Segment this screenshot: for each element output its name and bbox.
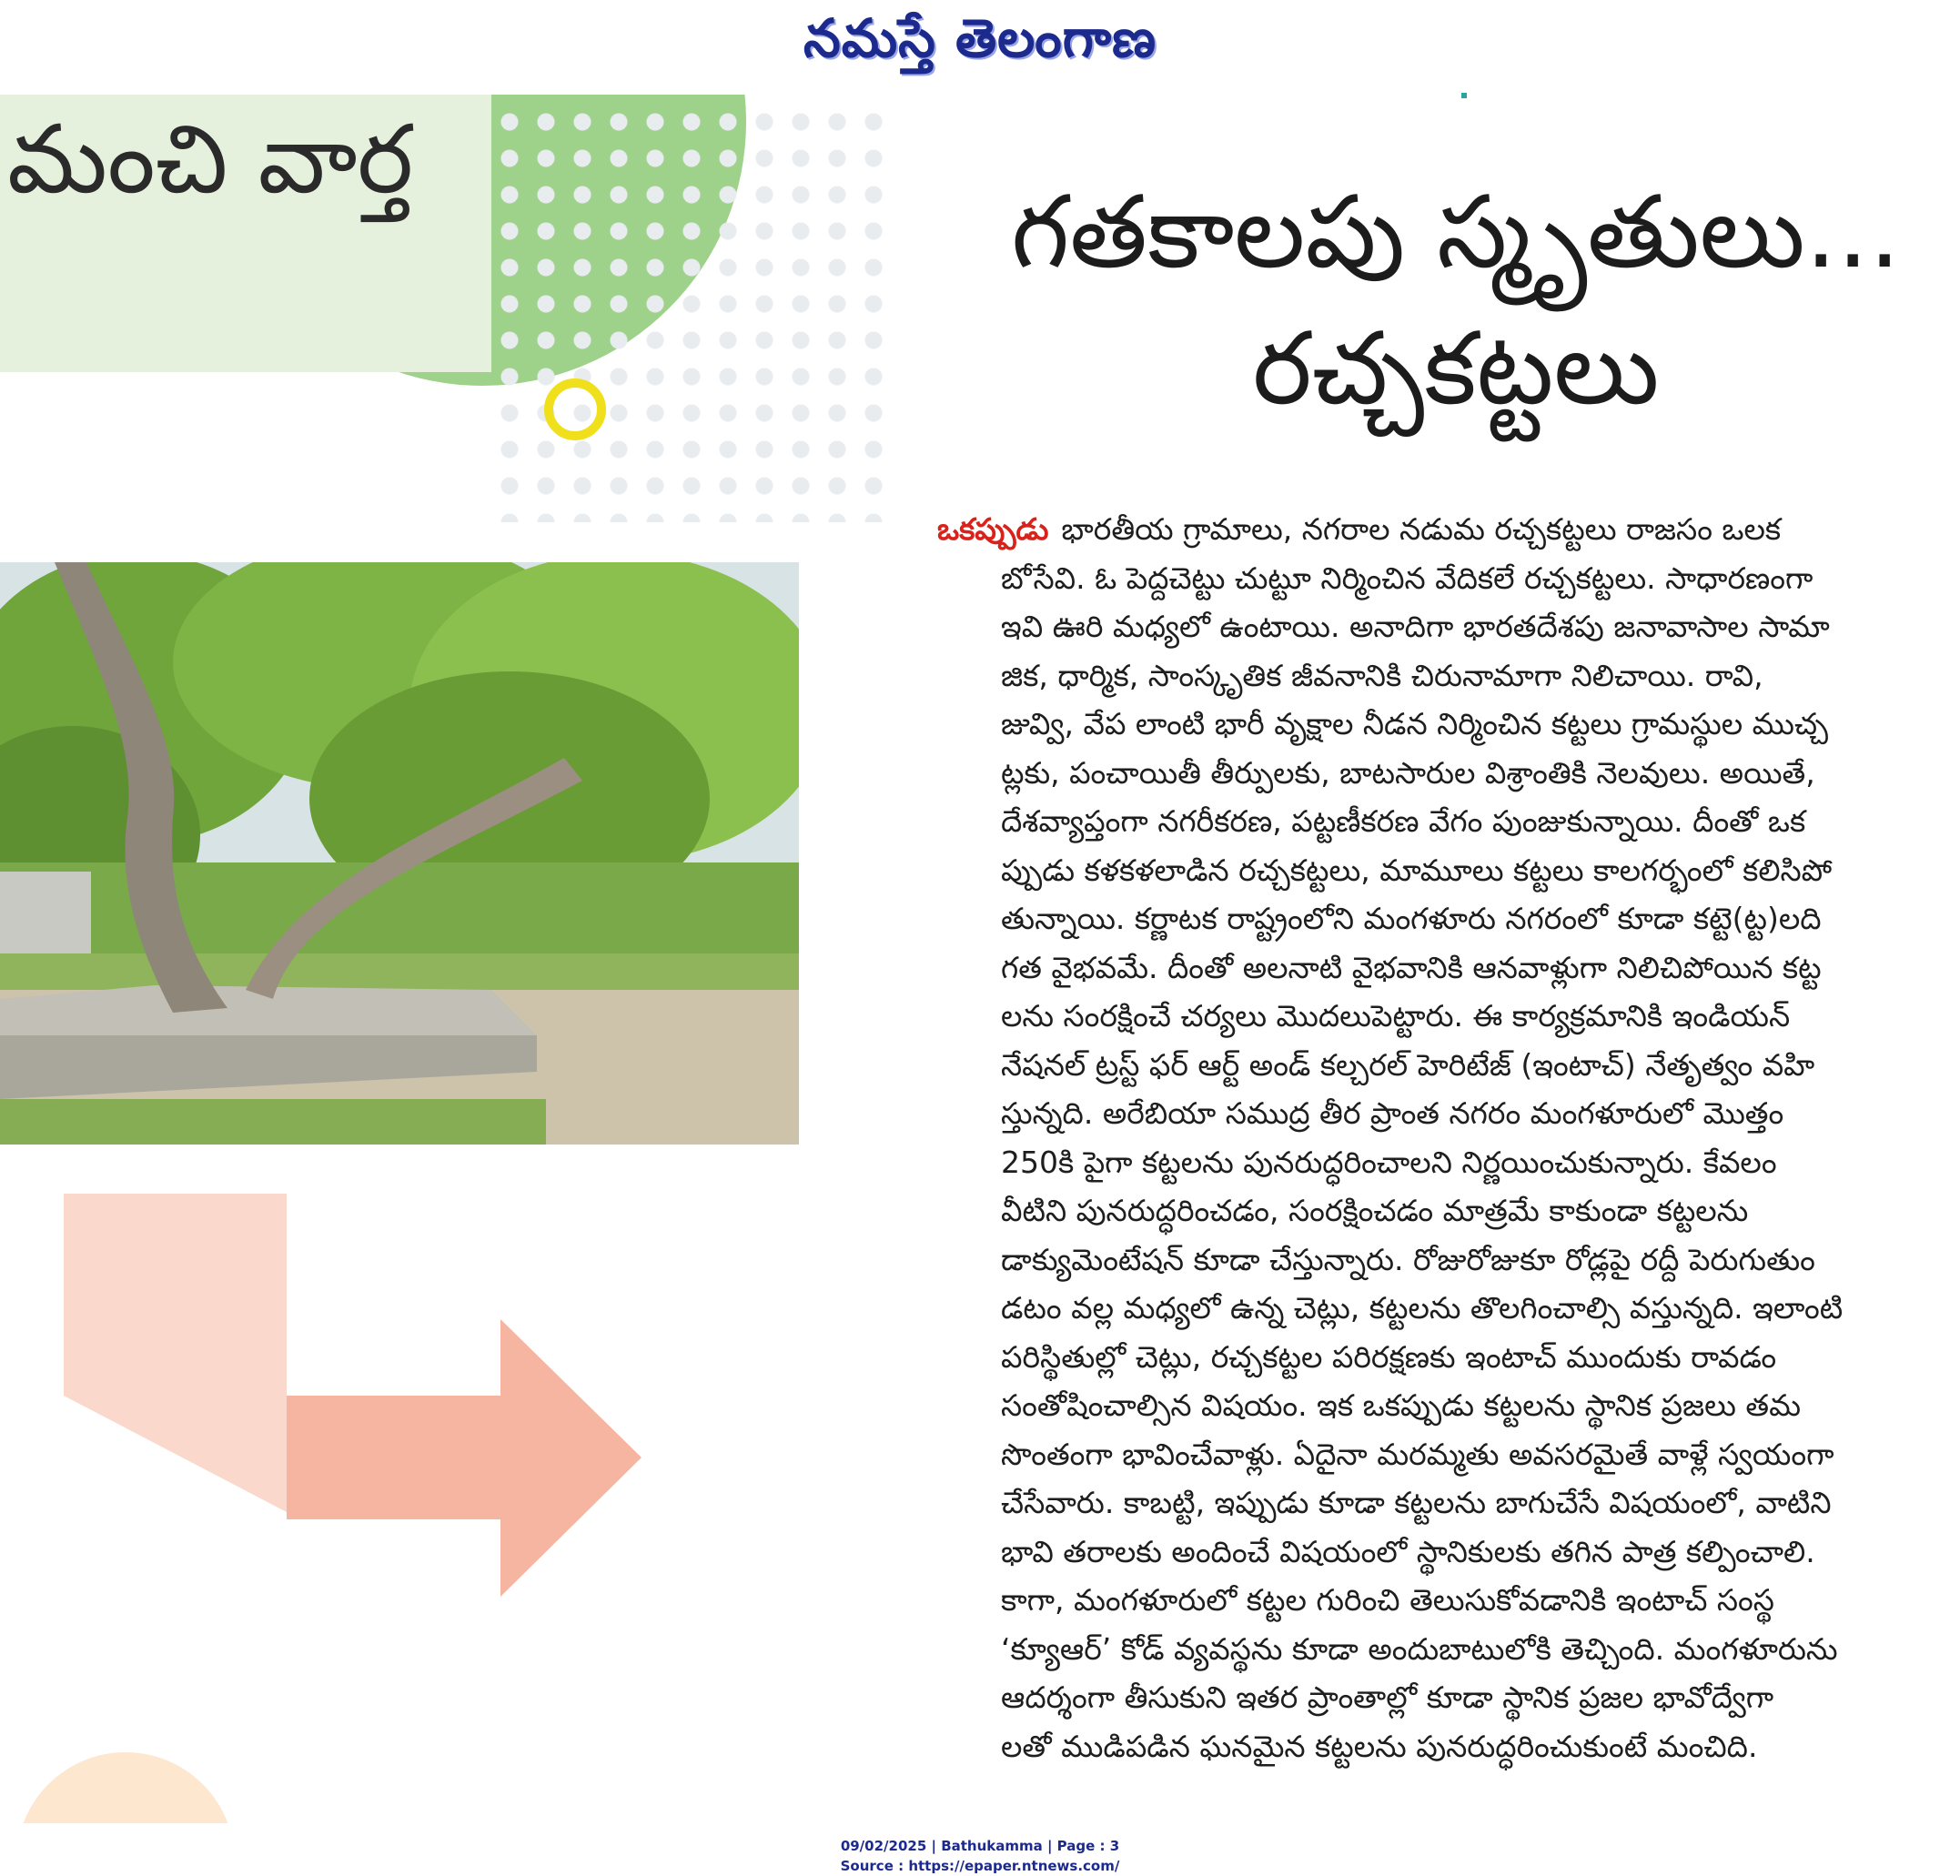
- page-footer: [0, 1836, 1960, 1876]
- article-headline: [1001, 164, 1911, 437]
- body-line: తున్నాయి. కర్ణాటక రాష్ట్రంలోని మంగళూరు నగరంలో కూడా కట్టె(ట్ట)లది: [1001, 901, 1822, 936]
- dot-grid-decoration: [491, 104, 892, 522]
- footer-date-page: 09/02/2025 | Bathukamma | Page : 3: [840, 1838, 1120, 1854]
- body-line: భావి తరాలకు అందించే విషయంలో స్థానికులకు తగిన పాత్ర కల్పించాలి.: [1001, 1533, 1815, 1569]
- body-line: వీటిని పునరుద్ధరించడం, సంరక్షించడం మాత్రమే కాకుండా కట్టలను: [1001, 1193, 1749, 1228]
- tree-photo: [0, 562, 799, 1145]
- body-line: 250కి పైగా కట్టలను పునరుద్ధరించాలని నిర్ణయించుకున్నారు. కేవలం: [1001, 1144, 1777, 1180]
- yellow-ring-decoration: [544, 378, 606, 440]
- decorative-mark: [1461, 93, 1467, 98]
- body-line: జువ్వి, వేప లాంటి భారీ వృక్షాల నీడన నిర్మించిన కట్టలు గ్రామస్థుల ముచ్చ: [1001, 706, 1828, 741]
- body-line: డటం వల్ల మధ్యలో ఉన్న చెట్లు, కట్టలను తొలగించాల్సి వస్తున్నది. ఇలాంటి: [1001, 1290, 1844, 1326]
- body-line: స్తున్నది. అరేబియా సముద్ర తీర ప్రాంత నగరం మంగళూరులో మొత్తం: [1001, 1095, 1784, 1131]
- body-line: బోసేవి. ఓ పెద్దచెట్టు చుట్టూ నిర్మించిన వేదికలే రచ్చకట్టలు. సాధారణంగా: [1001, 560, 1814, 596]
- body-line: లతో ముడిపడిన ఘనమైన కట్టలను పునరుద్ధరించుకుంటే మంచిది.: [1001, 1728, 1758, 1764]
- body-line: చేసేవారు. కాబట్టి, ఇప్పుడు కూడా కట్టలను బాగుచేసే విషయంలో, వాటిని: [1001, 1485, 1832, 1520]
- body-line: ట్లకు, పంచాయితీ తీర్పులకు, బాటసారుల విశ్రాంతికి నెలవులు. అయితే,: [1001, 754, 1815, 791]
- newspaper-logo: నమస్తే తెలంగాణ: [803, 7, 1157, 69]
- peach-circle-decoration: [16, 1752, 235, 1823]
- body-line: సొంతంగా భావించేవాళ్లు. ఏదైనా మరమ్మతు అవసరమైతే వాళ్లే స్వయంగా: [1001, 1436, 1834, 1472]
- body-line: కాగా, మంగళూరులో కట్టల గురించి తెలుసుకోవడానికి ఇంటాచ్ సంస్థ: [1001, 1582, 1774, 1618]
- body-line: నేషనల్ ట్రస్ట్ ఫర్ ఆర్ట్ అండ్ కల్చరల్ హెరిటేజ్ (ఇంటాచ్) నేతృత్వం వహి: [1001, 1046, 1815, 1083]
- headline-line-1: గతకాలపు స్మృతులు...: [1011, 174, 1901, 290]
- footer-source: Source : https://epaper.ntnews.com/: [840, 1858, 1120, 1874]
- headline-line-2: రచ్చకట్టలు: [1252, 310, 1660, 427]
- tree-illustration: [0, 562, 799, 1145]
- body-line: దేశవ్యాప్తంగా నగరీకరణ, పట్టణీకరణ వేగం పుంజుకున్నాయి. దీంతో ఒక: [1001, 803, 1806, 839]
- body-line: పరిస్థితుల్లో చెట్లు, రచ్చకట్టల పరిరక్షణకు ఇంటాచ్ ముందుకు రావడం: [1001, 1338, 1777, 1375]
- body-line: ‘క్యూఆర్’ కోడ్ వ్యవస్థను కూడా అందుబాటులోకి తెచ్చింది. మంగళూరును: [1001, 1630, 1838, 1667]
- masthead: [0, 0, 1960, 91]
- section-label: మంచి వార్త: [7, 104, 414, 215]
- article-body: [937, 505, 1920, 1770]
- body-line: జిక, ధార్మిక, సాంస్కృతిక జీవనానికి చిరునామాగా నిలిచాయి. రావి,: [1001, 657, 1763, 693]
- body-line: ఇవి ఊరి మధ్యలో ఉంటాయి. అనాదిగా భారతదేశపు జనావాసాల సామా: [1001, 609, 1830, 644]
- body-line: సంతోషించాల్సిన విషయం. ఇక ఒకప్పుడు కట్టలను స్థానిక ప్రజలు తమ: [1001, 1387, 1802, 1423]
- body-line: ఆదర్శంగా తీసుకుని ఇతర ప్రాంతాల్లో కూడా స్థానిక ప్రజల భావోద్వేగా: [1001, 1679, 1774, 1715]
- body-line: ఒకప్పుడు భారతీయ గ్రామాలు, నగరాల నడుమ రచ్చకట్టలు రాజసం ఒలక: [937, 511, 1782, 547]
- lead-word: ఒకప్పుడు: [937, 511, 1049, 547]
- section-panel: [0, 95, 491, 372]
- body-line: ప్పుడు కళకళలాడిన రచ్చకట్టలు, మామూలు కట్టలు కాలగర్భంలో కలిసిపో: [1001, 852, 1833, 888]
- arrow-decoration: [64, 1194, 655, 1612]
- body-line: గత వైభవమే. దీంతో అలనాటి వైభవానికి ఆనవాళ్లుగా నిలిచిపోయిన కట్ట: [1001, 949, 1822, 985]
- body-line: లను సంరక్షించే చర్యలు మొదలుపెట్టారు. ఈ కార్యక్రమానికి ఇండియన్: [1001, 998, 1791, 1034]
- body-line: డాక్యుమెంటేషన్ కూడా చేస్తున్నారు. రోజురోజుకూ రోడ్లపై రద్దీ పెరుగుతుం: [1001, 1241, 1815, 1277]
- left-decor-column: [0, 95, 892, 1823]
